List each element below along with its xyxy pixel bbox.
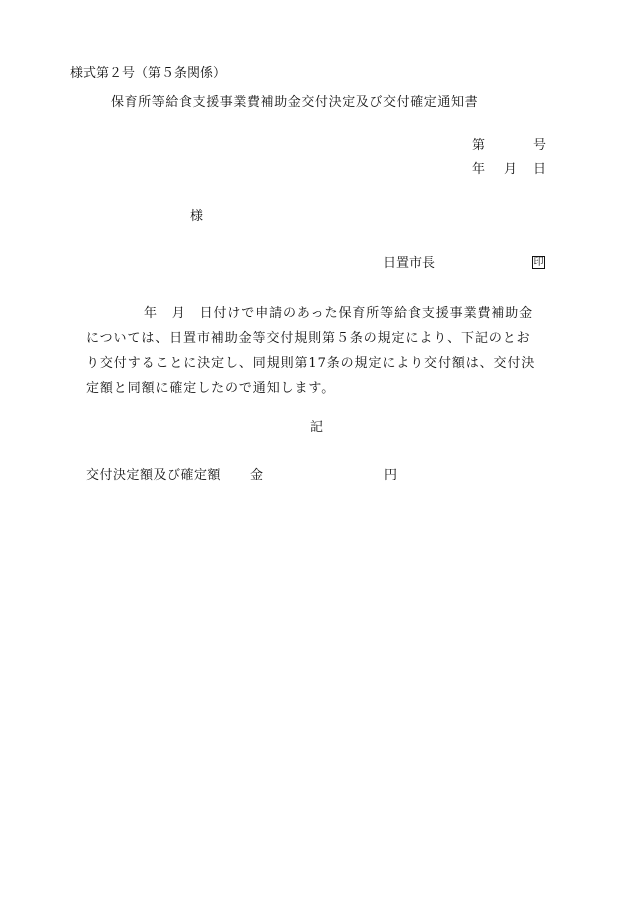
form-number: 様式第２号（第５条関係）: [70, 66, 227, 81]
document-number-prefix: 第: [472, 138, 486, 153]
body-line: り交付することに決定し、同規則第17条の規定により交付額は、交付決: [86, 356, 536, 371]
date-month: 月: [504, 162, 518, 177]
ki-heading: 記: [310, 420, 324, 435]
seal-mark-icon: 印: [533, 257, 544, 268]
body-line: 定額と同額に確定したので通知します。: [86, 381, 336, 396]
document-number-suffix: 号: [533, 138, 547, 153]
issuer-name: 日置市長: [383, 256, 436, 271]
amount-label: 交付決定額及び確定額: [86, 468, 222, 483]
date-year: 年: [472, 162, 486, 177]
body-paragraph: [86, 301, 560, 401]
date-day: 日: [533, 162, 547, 177]
amount-unit: 円: [384, 468, 398, 483]
amount-prefix: 金: [250, 468, 264, 483]
body-line: 年 月 日付けで申請のあった保育所等給食支援事業費補助金: [144, 306, 534, 321]
addressee: 様: [190, 209, 204, 224]
document-title: 保育所等給食支援事業費補助金交付決定及び交付確定通知書: [111, 95, 479, 110]
body-line: については、日置市補助金等交付規則第５条の規定により、下記のとお: [86, 331, 531, 346]
